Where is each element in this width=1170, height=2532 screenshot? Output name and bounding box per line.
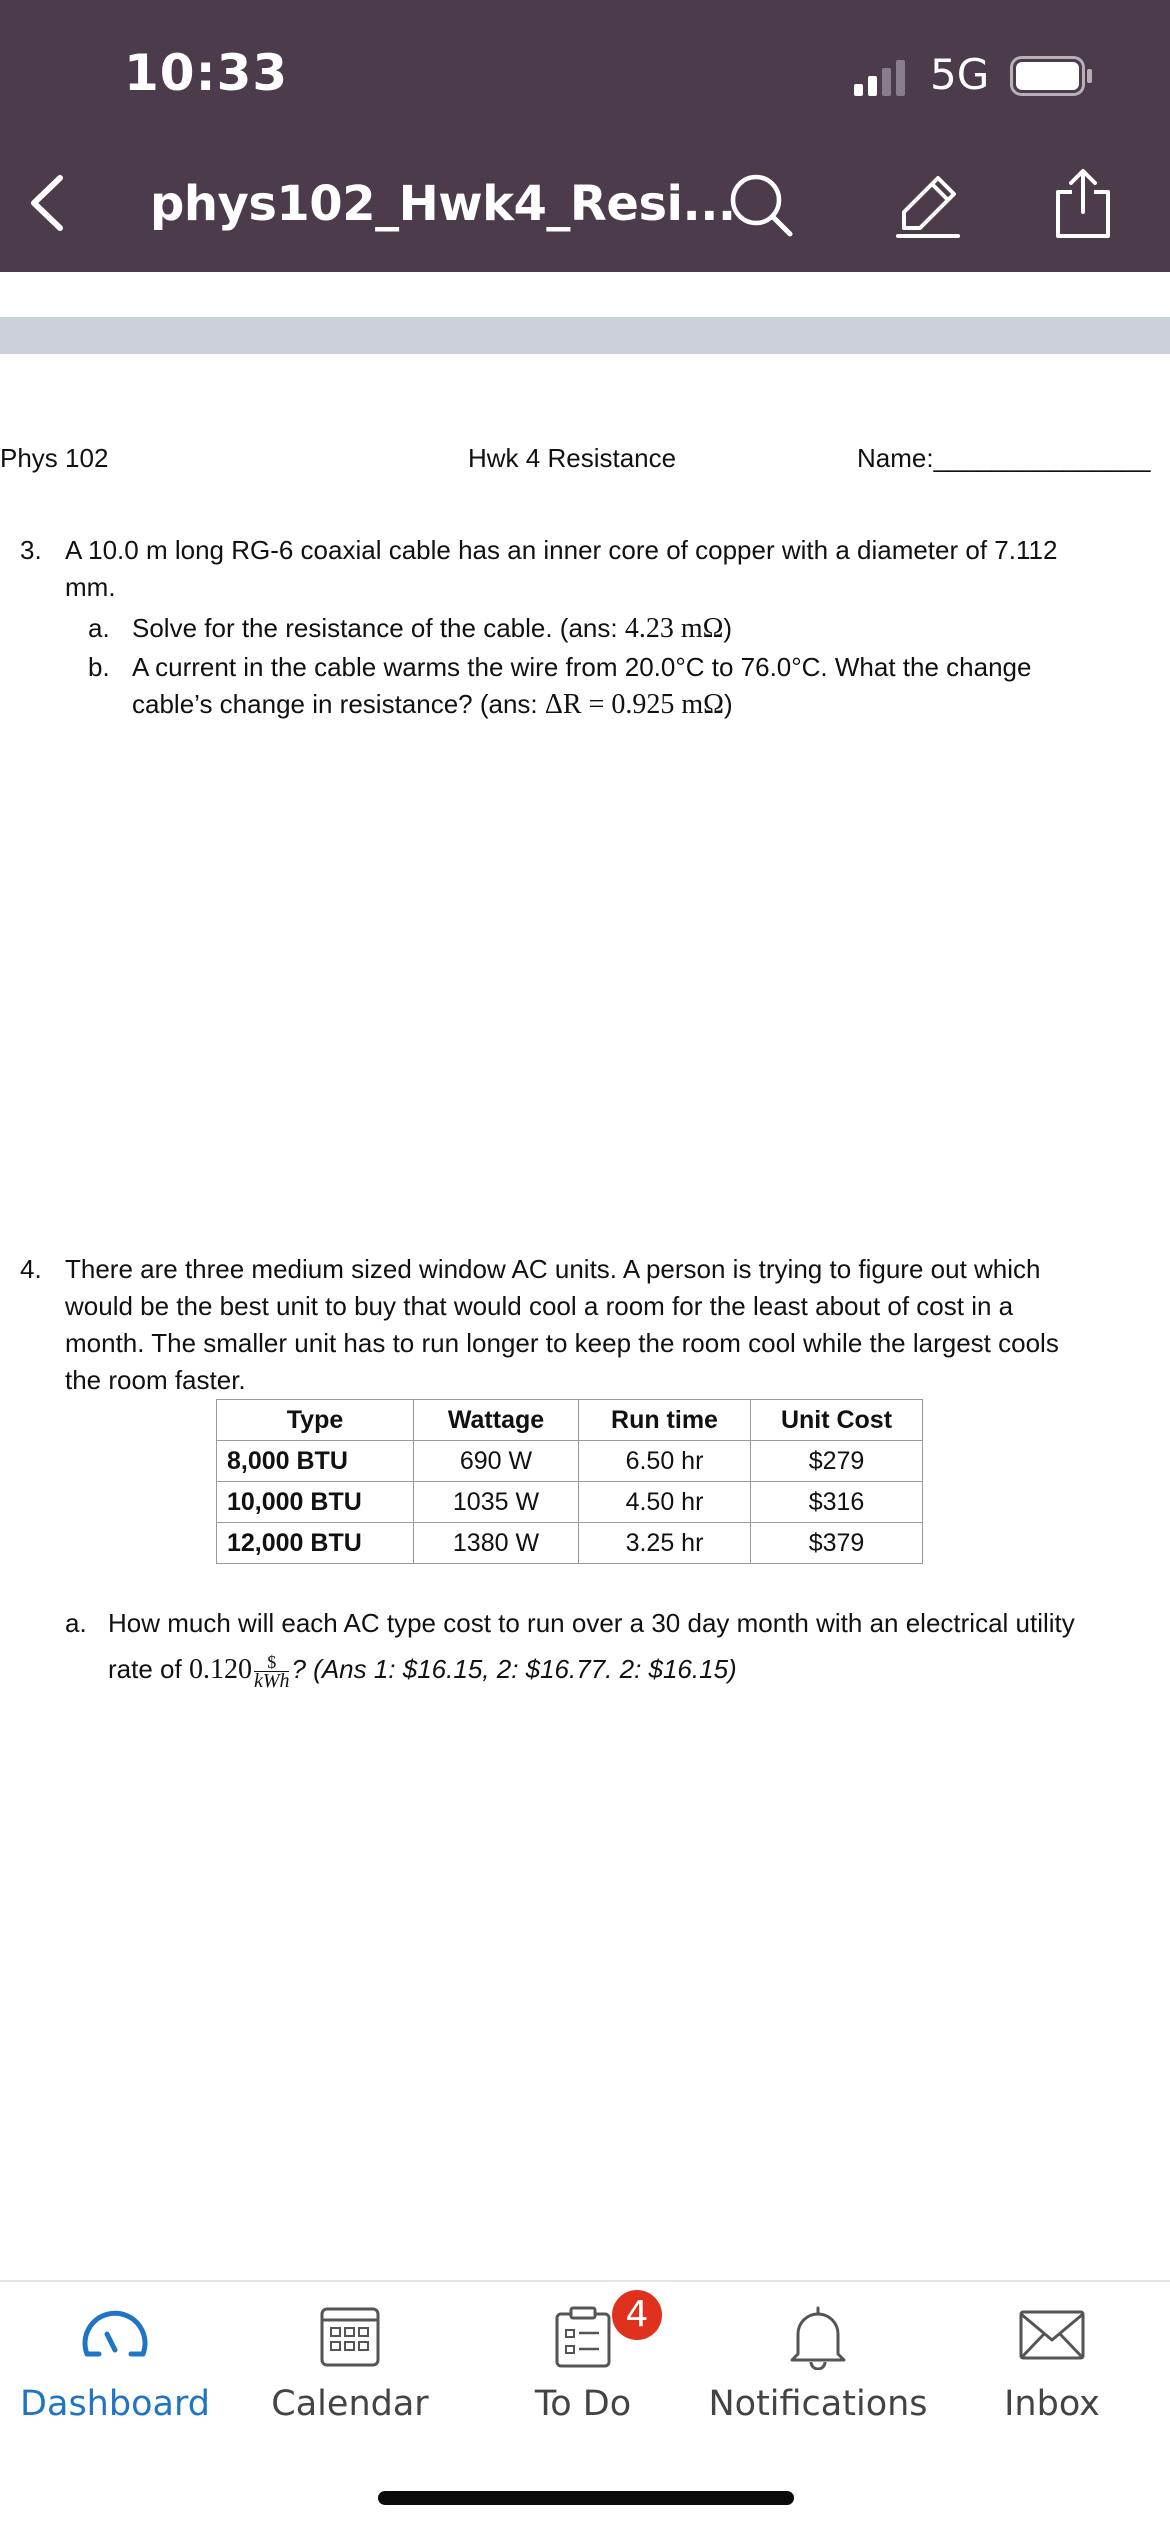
table-row: [217, 1523, 923, 1564]
q3a-close-paren: ): [723, 613, 733, 643]
search-icon[interactable]: [726, 170, 796, 240]
table-cell: 3.25 hr: [579, 1523, 751, 1564]
table-cell: 1380 W: [414, 1523, 579, 1564]
doc-header-title: Hwk 4 Resistance: [468, 443, 677, 473]
q3-number: 3.: [20, 535, 42, 565]
q4a-unit-numerator: $: [254, 1653, 290, 1672]
q3a-answer-value: 4.23 mΩ: [624, 613, 724, 644]
doc-header-name: Name:_______________: [857, 443, 1151, 473]
q4a-rate-prefix: rate of: [108, 1654, 189, 1684]
table-header-cell: Unit Cost: [751, 1400, 923, 1441]
ac-units-table: [216, 1399, 923, 1564]
table-cell: $379: [751, 1523, 923, 1564]
q4-text-line4: the room faster.: [65, 1365, 246, 1395]
tab-dashboard-label: Dashboard: [20, 2384, 210, 2424]
todo-count-badge: 4: [612, 2290, 662, 2340]
q3b-label: b.: [88, 652, 110, 682]
tab-notifications-label: Notifications: [708, 2384, 928, 2424]
tab-inbox[interactable]: [960, 2282, 1144, 2442]
table-cell: 690 W: [414, 1441, 579, 1482]
tab-calendar[interactable]: [240, 2282, 460, 2442]
q4a-label: a.: [65, 1608, 87, 1638]
tab-notifications[interactable]: [700, 2282, 936, 2442]
status-time: 10:33: [124, 44, 289, 102]
todo-clipboard-icon: [553, 2304, 613, 2370]
calendar-icon: [319, 2304, 381, 2368]
table-cell: $316: [751, 1482, 923, 1523]
q3a-label: a.: [88, 613, 110, 643]
tab-todo-label: To Do: [534, 2384, 632, 2424]
document-top-divider: [0, 317, 1170, 354]
tab-inbox-label: Inbox: [1004, 2384, 1100, 2424]
q3b-close-paren: ): [723, 689, 733, 719]
signal-strength-icon: [852, 58, 912, 98]
dashboard-gauge-icon: [77, 2304, 153, 2364]
q3a-question: Solve for the resistance of the cable. (ans:: [132, 613, 625, 643]
table-header-row: [217, 1400, 923, 1441]
table-row: [217, 1482, 923, 1523]
inbox-envelope-icon: [1018, 2304, 1086, 2364]
back-chevron-icon[interactable]: [18, 168, 74, 238]
q4a-unit-denominator: kWh: [253, 1669, 290, 1692]
q3a-text: [132, 610, 732, 647]
q3-text-line2: mm.: [65, 572, 116, 602]
table-cell: 8,000 BTU: [217, 1441, 414, 1482]
q4a-text-line2: [108, 1651, 737, 1690]
q4a-answer: ? (Ans 1: $16.15, 2: $16.77. 2: $16.15): [291, 1654, 737, 1684]
q4a-rate-value: 0.120: [188, 1654, 252, 1685]
document-title: phys102_Hwk4_Resi...: [150, 176, 736, 232]
q4-text-line2: would be the best unit to buy that would cool a room for the least about of cost in a: [65, 1291, 1014, 1321]
share-icon[interactable]: [1050, 166, 1116, 242]
notifications-bell-icon: [786, 2304, 850, 2370]
tab-dashboard[interactable]: [0, 2282, 230, 2442]
annotate-pen-icon[interactable]: [892, 170, 962, 240]
q4-text-line3: month. The smaller unit has to run longer to keep the room cool while the largest cools: [65, 1328, 1059, 1358]
q3b-question: cable’s change in resistance? (ans:: [132, 689, 545, 719]
tab-calendar-label: Calendar: [271, 2384, 429, 2424]
table-cell: 6.50 hr: [579, 1441, 751, 1482]
q3b-text-line2: [132, 686, 733, 723]
doc-header-course: Phys 102: [0, 443, 109, 473]
q3-text-line1: A 10.0 m long RG-6 coaxial cable has an inner core of copper with a diameter of 7.112: [65, 535, 1058, 565]
battery-icon: [1010, 56, 1094, 96]
app-header: [0, 0, 1170, 272]
table-cell: 12,000 BTU: [217, 1523, 414, 1564]
home-indicator[interactable]: [378, 2491, 794, 2505]
table-header-cell: Run time: [579, 1400, 751, 1441]
table-row: [217, 1441, 923, 1482]
q3b-text-line1: A current in the cable warms the wire from 20.0°C to 76.0°C. What the change: [132, 652, 1032, 682]
q3b-answer-value: ΔR = 0.925 mΩ: [544, 689, 724, 720]
q4-text-line1: There are three medium sized window AC units. A person is trying to figure out which: [65, 1254, 1041, 1284]
q4a-rate-unit: [254, 1653, 290, 1690]
table-cell: $279: [751, 1441, 923, 1482]
network-type: 5G: [930, 50, 990, 99]
q4-number: 4.: [20, 1254, 42, 1284]
table-cell: 4.50 hr: [579, 1482, 751, 1523]
table-cell: 1035 W: [414, 1482, 579, 1523]
table-header-cell: Wattage: [414, 1400, 579, 1441]
table-cell: 10,000 BTU: [217, 1482, 414, 1523]
q4a-text-line1: How much will each AC type cost to run over a 30 day month with an electrical utility: [108, 1608, 1075, 1638]
table-header-cell: Type: [217, 1400, 414, 1441]
